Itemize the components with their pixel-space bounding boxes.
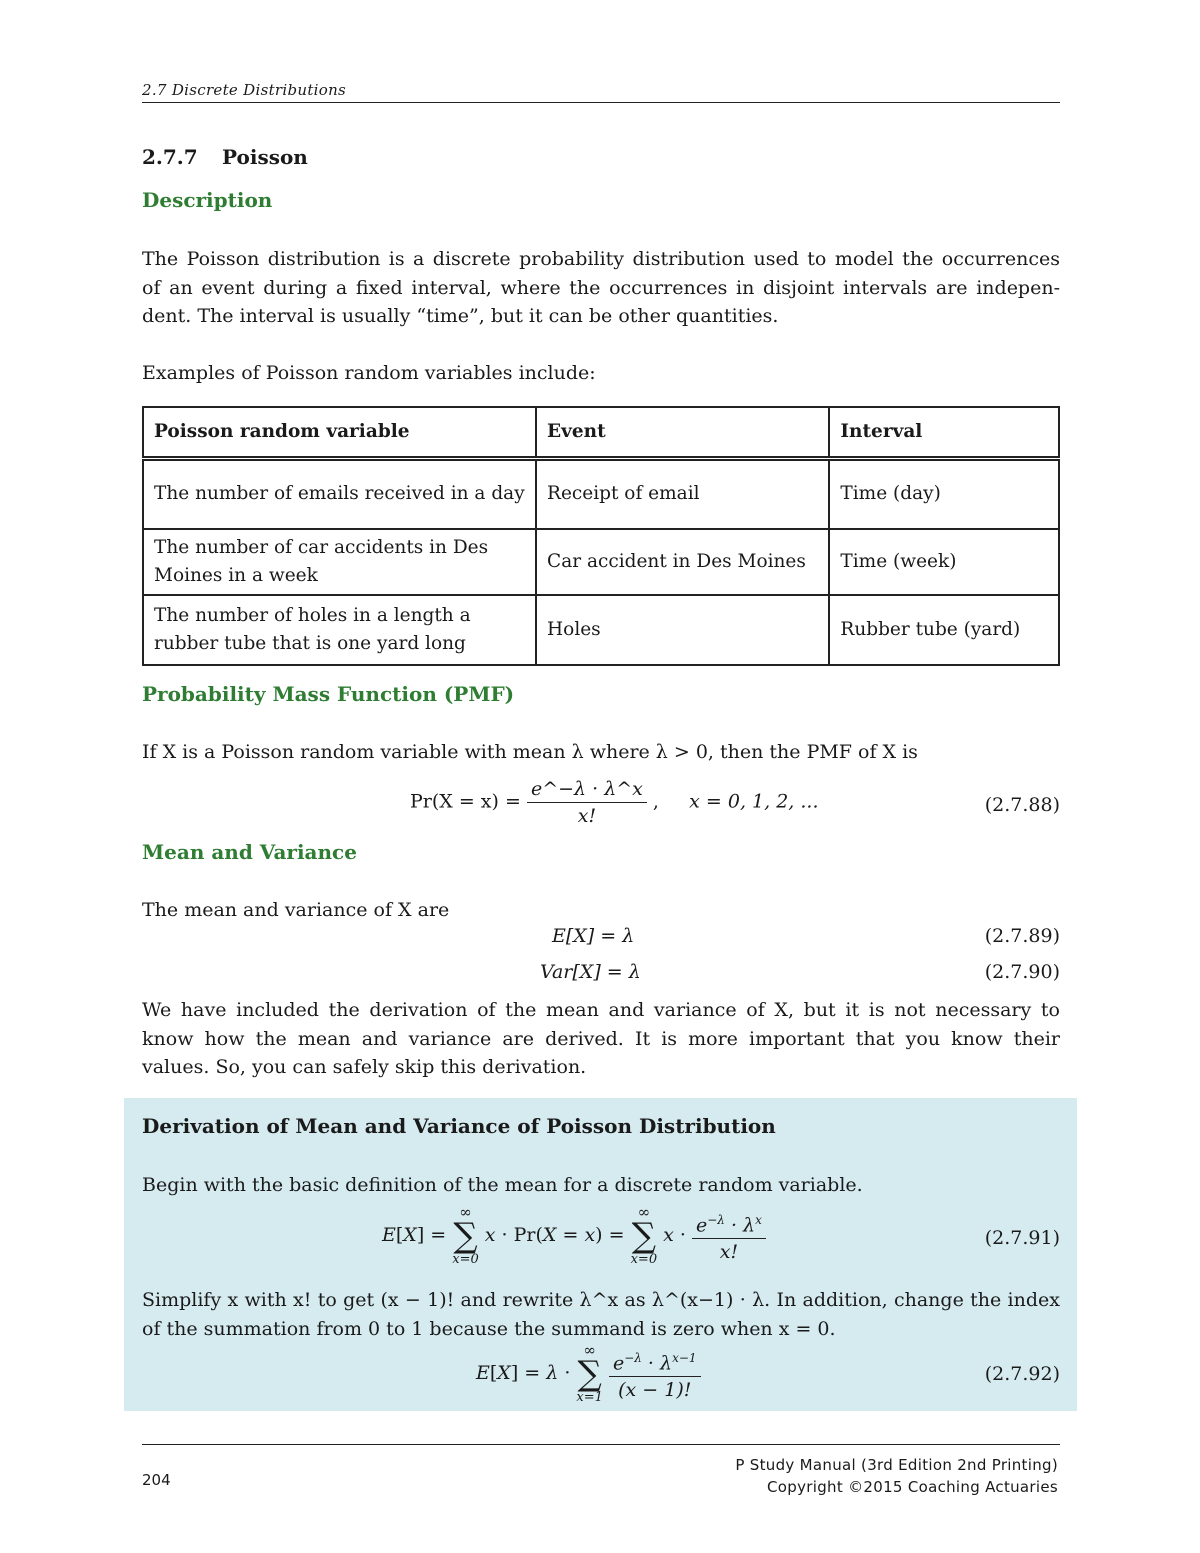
paragraph-line: values. So, you can safely skip this derivation.	[142, 1056, 587, 1078]
paragraph-line: Simplify x with x! to get (x − 1)! and rewrite λ^x as λ^(x−1) · λ. In addition, change the index	[142, 1289, 1060, 1311]
pmf-support: x = 0, 1, 2, ...	[689, 790, 819, 813]
derivation-equation-1: E[X] = ∞ ∑ x=0 x · Pr(X = x) = ∞ ∑ x=0 x · $\frac{e^{-\lambda} \cdot \lambda^x}{x!}$ (2.7.91)	[382, 1203, 1060, 1267]
equation-number: (2.7.89)	[984, 925, 1060, 947]
variance-formula: Var[X] = λ	[540, 961, 641, 983]
section-heading	[142, 145, 308, 169]
mean-formula: E[X] = λ	[552, 925, 635, 947]
table-row	[143, 595, 1059, 665]
paragraph-line: of an event during a fixed interval, where the occurrences in disjoint intervals are indepen-	[142, 276, 1060, 299]
mean-equation	[142, 925, 1060, 955]
pmf-equation: Pr(X = x) = $\frac{e\^{}-\lambda \cdot \lambda\^{}x}{x!}$ , x = 0, 1, 2, ... (2.7.88)	[410, 778, 1060, 827]
table-cell: Rubber tube (yard)	[829, 595, 1059, 665]
pmf-numerator: e^−λ · λ^x	[527, 776, 647, 803]
equation-number: (2.7.92)	[984, 1363, 1060, 1385]
description-paragraph	[142, 245, 1060, 331]
table-cell: Car accident in Des Moines	[536, 529, 829, 595]
table-cell: Receipt of email	[536, 459, 829, 529]
paragraph-line: dent. The interval is usually “time”, but it can be other quantities.	[142, 305, 779, 327]
mean-variance-intro: The mean and variance of X are	[142, 899, 450, 921]
table-header-cell: Poisson random variable	[143, 407, 536, 459]
derivation-intro: Begin with the basic definition of the mean for a discrete random variable.	[142, 1174, 863, 1196]
footer-line-2: Copyright ©2015 Coaching Actuaries	[767, 1478, 1058, 1496]
examples-intro: Examples of Poisson random variables include:	[142, 362, 596, 384]
table-header-row	[143, 407, 1059, 459]
paragraph-line: We have included the derivation of the mean and variance of X, but it is not necessary to	[142, 999, 1060, 1021]
header-rule	[142, 102, 1060, 103]
derivation-title: Derivation of Mean and Variance of Poisson Distribution	[142, 1114, 776, 1138]
table-header-cell: Event	[536, 407, 829, 459]
paragraph-line: of the summation from 0 to 1 because the summand is zero when x = 0.	[142, 1317, 836, 1340]
table-cell: Holes	[536, 595, 829, 665]
table-cell: Time (day)	[829, 459, 1059, 529]
paragraph-line: know how the mean and variance are derived. It is more important that you know their	[142, 1027, 1060, 1050]
variance-equation	[142, 961, 1060, 991]
footer-rule	[142, 1444, 1060, 1445]
pmf-lhs: Pr(X = x) =	[410, 790, 521, 813]
derivation-equation-2: E[X] = λ · ∞ ∑ x=1 $\frac{e^{-\lambda} \cdot \lambda^{x-1}}{(x - 1)!}$ (2.7.92)	[476, 1341, 1060, 1405]
table-row	[143, 459, 1059, 529]
pmf-denominator: x!	[577, 805, 597, 827]
pmf-fraction	[527, 776, 647, 829]
section-number: 2.7.7	[142, 145, 198, 169]
table-cell: The number of car accidents in Des Moines in a week	[143, 529, 536, 595]
pmf-intro: If X is a Poisson random variable with mean λ where λ > 0, then the PMF of X is	[142, 741, 918, 763]
pmf-heading: Probability Mass Function (PMF)	[142, 682, 515, 706]
table-cell: The number of holes in a length a rubber tube that is one yard long	[143, 595, 536, 665]
page-number: 204	[142, 1471, 171, 1489]
table-cell: The number of emails received in a day	[143, 459, 536, 529]
derivation-note-paragraph	[142, 996, 1060, 1082]
derivation-paragraph	[142, 1286, 1060, 1343]
table-header-cell: Interval	[829, 407, 1059, 459]
running-head: 2.7 Discrete Distributions	[142, 81, 347, 99]
examples-table	[142, 406, 1060, 666]
equation-number: (2.7.88)	[984, 794, 1060, 816]
table-row	[143, 529, 1059, 595]
section-title: Poisson	[222, 145, 308, 169]
table-cell: Time (week)	[829, 529, 1059, 595]
equation-number: (2.7.91)	[984, 1227, 1060, 1249]
description-heading: Description	[142, 188, 273, 212]
mean-variance-heading: Mean and Variance	[142, 840, 357, 864]
paragraph-line: The Poisson distribution is a discrete probability distribution used to model the occurrences	[142, 248, 1060, 270]
footer-line-1: P Study Manual (3rd Edition 2nd Printing)	[735, 1456, 1058, 1474]
equation-number: (2.7.90)	[984, 961, 1060, 983]
